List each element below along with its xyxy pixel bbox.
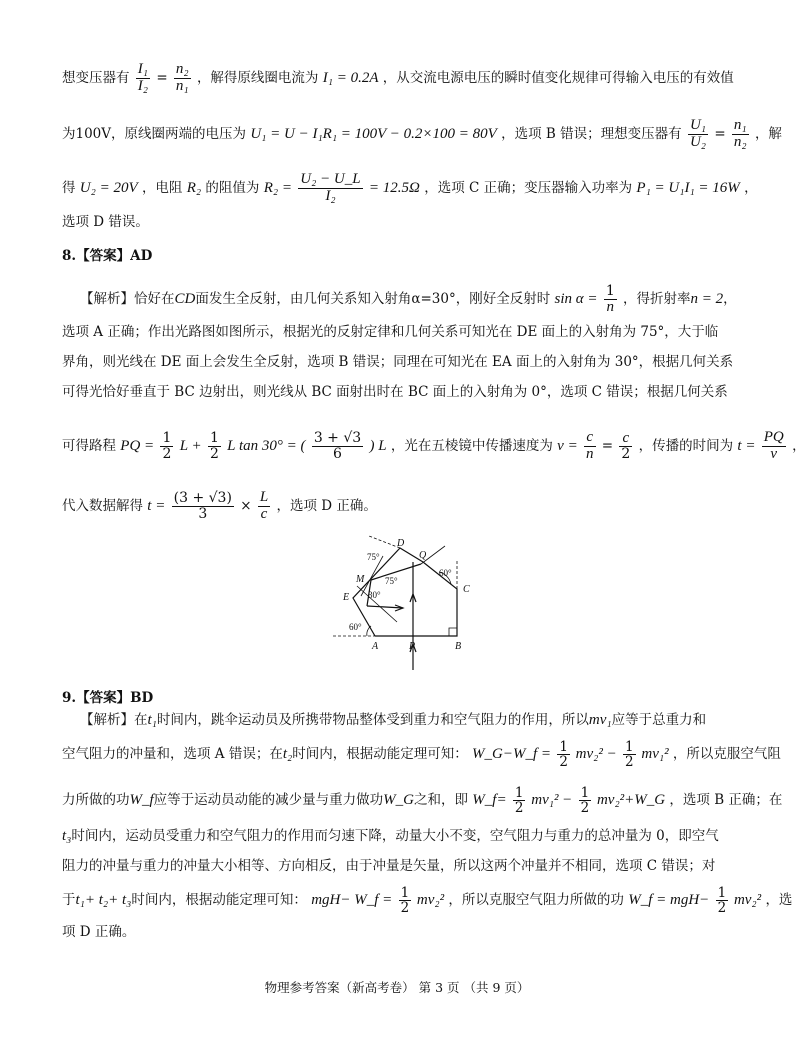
- formula: U₁ = U − I₁R₁ = 100V − 0.2×100 = 80V: [250, 125, 497, 142]
- text-line: 【解析】在t₁时间内，跳伞运动员及所携带物品整体受到重力和空气阻力的作用，所以mv₁应等于总重力和: [80, 712, 707, 728]
- text: 的阻值为: [205, 179, 260, 196]
- label-P: P: [409, 641, 416, 652]
- text-line: [62, 171, 758, 205]
- text: 得: [62, 179, 76, 196]
- angle-label: 75°: [385, 576, 398, 586]
- formula: I₁ = 0.2A: [322, 69, 379, 86]
- text: ，电阻: [141, 179, 183, 196]
- pentaprism-light-path-diagram: [327, 536, 479, 674]
- angle-label: 60°: [349, 622, 362, 632]
- label-C: C: [463, 584, 470, 595]
- formula: U₂ = 20V: [79, 179, 138, 196]
- formula: = 12.5Ω: [368, 179, 420, 196]
- text-line: 可得路程 PQ = $\frac{1}{2}$ L + $\frac{1}{2}$ L tan 30° = ( $\frac{3 + √3}{6}$ ) L ，光在五棱镜中传播速度为 v = $\frac{c}{n}$ = $\frac{c}{2}$ ，传播的时间为 t = $\frac{PQ}{v}$ ，: [62, 429, 806, 463]
- symbol: R₂: [186, 179, 202, 196]
- label-M: M: [356, 574, 365, 585]
- label-A: A: [372, 641, 379, 652]
- text-line: 可得光恰好垂直于 BC 边射出，则光线从 BC 面射出时在 BC 面上的入射角为 0°，选项 C 错误；根据几何关系: [62, 384, 728, 400]
- text-line: 选项 D 错误。: [62, 214, 149, 230]
- text-line: 界角，则光线在 DE 面上会发生全反射，选项 B 错误；同理在可知光在 EA 面上的入射角为 30°，根据几何关系: [62, 354, 734, 370]
- text-line: 于t₁+ t₂+ t₃时间内，根据动能定理可知： mgH− W_f = $\frac{1}{2}$ mv₂² ，所以克服空气阻力所做的功 W_f = mgH− $\frac{1}{2}$ mv₂² ，选: [62, 885, 793, 917]
- formula: R₂ =: [263, 179, 292, 196]
- text-line: 力所做的功W_f应等于运动员动能的减少量与重力做功W_G之和，即 W_f= $\frac{1}{2}$ mv₁² − $\frac{1}{2}$ mv₂²+W_G ，选项 B 正确；在: [62, 785, 783, 817]
- text: ，解得原线圈电流为: [196, 69, 319, 86]
- text-line: 想变压器有 $\frac{\text{I₁}}{\text{I₂}}$ = $\frac{\text{n₂}}{\text{n₁}}$ ，解得原线圈电流为 I₁ = 0.2A ，从交流电源电压的瞬时值变化规律可得输入电压的有效值: [62, 61, 734, 94]
- page-footer: 物理参考答案（新高考卷） 第 3 页 （共 9 页）: [264, 980, 530, 995]
- text: ，选项 C 正确；变压器输入功率为: [424, 179, 633, 196]
- angle-label: 30°: [368, 590, 381, 600]
- fraction-turns-ratio: $\frac{\text{n₁}}{\text{n₂}}$: [733, 117, 747, 150]
- text-line: t₃时间内，运动员受重力和空气阻力的作用而匀速下降，动量大小不变，空气阻力与重力的总冲量为 0，即空气: [62, 828, 719, 844]
- text: ，选项 B 错误；理想变压器有: [501, 125, 682, 142]
- text-line: 选项 A 正确；作出光路图如图所示，根据光的反射定律和几何关系可知光在 DE 面上的入射角为 75°，大于临: [62, 324, 719, 340]
- text-line: 阻力的冲量与重力的冲量大小相等、方向相反，由于冲量是矢量，所以这两个冲量并不相同，选项 C 错误；对: [62, 858, 716, 874]
- text: ，解: [754, 125, 782, 142]
- angle-label: 60°: [439, 568, 452, 578]
- text-line: 空气阻力的冲量和，选项 A 错误；在t₂时间内，根据动能定理可知： W_G−W_f = $\frac{1}{2}$ mv₂² − $\frac{1}{2}$ mv₁² ，所以克服空气阻: [62, 739, 781, 771]
- fraction: $\frac{1}{n}$: [605, 283, 615, 315]
- label-B: B: [455, 641, 462, 652]
- text-line: 代入数据解得 t = $\frac{(3 + √3)}{3}$ × $\frac{L}{c}$ ，选项 D 正确。: [62, 489, 377, 522]
- text: ，: [744, 179, 758, 196]
- text: ，从交流电源电压的瞬时值变化规律可得输入电压的有效值: [382, 69, 734, 86]
- text-line: 项 D 正确。: [62, 924, 136, 940]
- angle-label: 75°: [367, 552, 380, 562]
- fraction-current-ratio: $\frac{\text{I₁}}{\text{I₂}}$: [137, 61, 149, 94]
- answer-heading-q8: 8.【答案】AD: [62, 248, 153, 264]
- fraction-turns-ratio: $\frac{\text{n₂}}{\text{n₁}}$: [175, 61, 189, 94]
- formula: P₁ = U₁I₁ = 16W: [636, 179, 740, 196]
- text: 想变压器有: [62, 69, 130, 86]
- text-line: 【解析】恰好在CD面发生全反射，由几何关系知入射角α=30°，刚好全反射时 sin α = $\frac{1}{n}$ ，得折射率n = 2，: [80, 283, 737, 315]
- text: 为100V，原线圈两端的电压为: [62, 125, 247, 142]
- text-line: 为100V，原线圈两端的电压为 U₁ = U − I₁R₁ = 100V − 0.2×100 = 80V ，选项 B 错误；理想变压器有 $\frac{\text{U₁}}{\text{U₂}}$ = $\frac{\text{n₁}}{\text{n₂}}$ ，解: [62, 117, 782, 150]
- label-Q: Q: [419, 550, 427, 561]
- answer-heading-q9: 9.【答案】BD: [62, 690, 154, 706]
- label-D: D: [397, 538, 405, 549]
- fraction-voltage-ratio: $\frac{\text{U₁}}{\text{U₂}}$: [689, 117, 707, 150]
- label-E: E: [343, 592, 350, 603]
- fraction-resistance: $\frac{\text{U₂ − U\_L}}{\text{I₂}}$: [300, 171, 361, 204]
